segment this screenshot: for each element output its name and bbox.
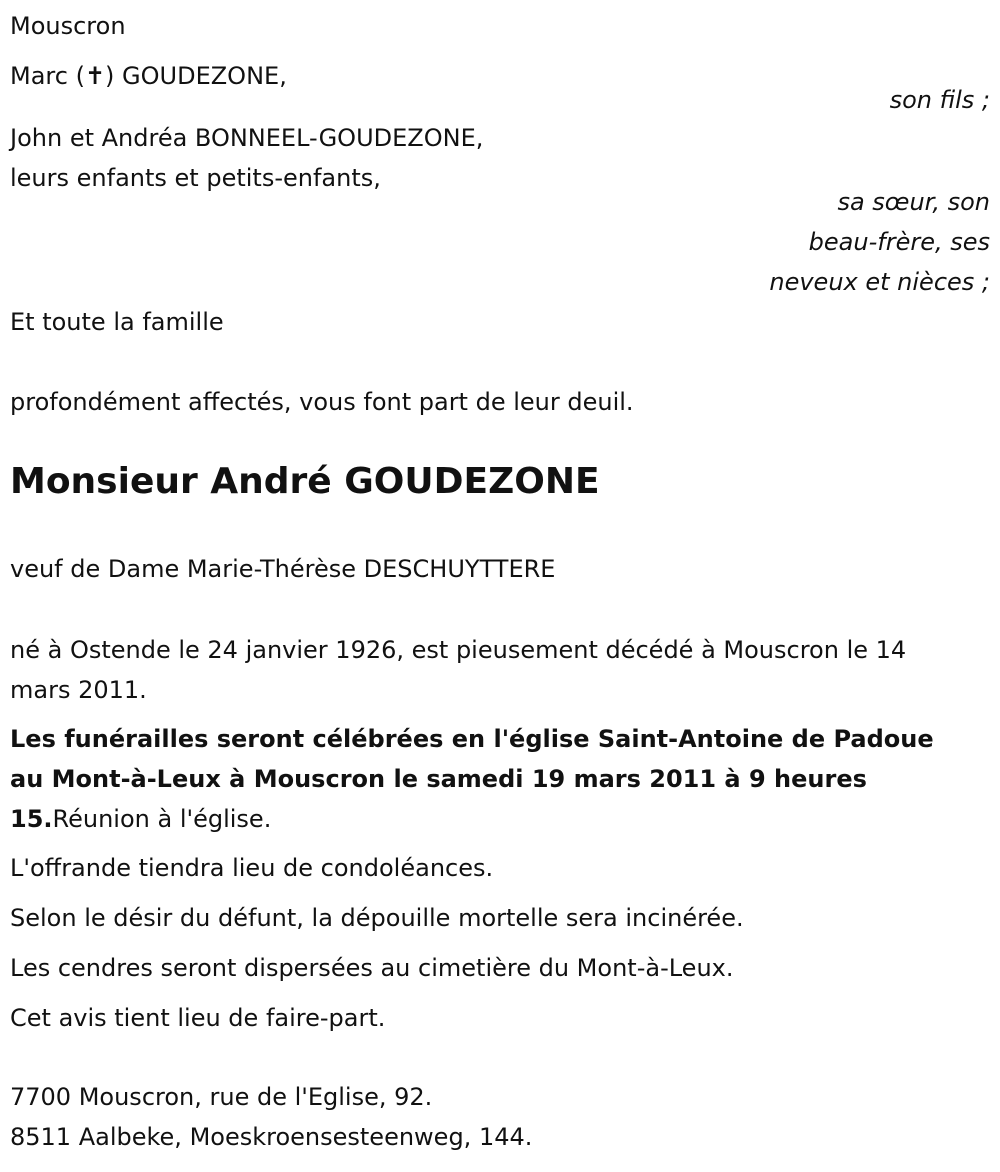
widower-of: veuf de Dame Marie-Thérèse DESCHUYTTERE [10,555,556,583]
note-cremation: Selon le désir du défunt, la dépouille mortelle sera incinérée. [10,904,744,932]
announcement-text: profondément affectés, vous font part de leur deuil. [10,388,634,416]
son-name: Marc (✝) GOUDEZONE, [10,62,287,90]
note-ashes: Les cendres seront dispersées au cimetière du Mont-à-Leux. [10,954,734,982]
funeral-line-3 [10,807,271,831]
funeral-time-end: 15. [10,805,53,833]
son-role: son fils ; [889,86,990,114]
birth-death-line-1: né à Ostende le 24 janvier 1926, est pieusement décédé à Mouscron le 14 [10,636,907,664]
gathering-note: Réunion à l'église. [52,805,272,833]
sister-role-line-1: sa sœur, son [837,188,990,216]
sister-descendants: leurs enfants et petits-enfants, [10,164,381,192]
note-offering: L'offrande tiendra lieu de condoléances. [10,854,494,882]
funeral-line-2: au Mont-à-Leux à Mouscron le samedi 19 mars 2011 à 9 heures [10,765,867,793]
whole-family: Et toute la famille [10,308,224,336]
address-aalbeke: 8511 Aalbeke, Moeskroensesteenweg, 144. [10,1123,533,1151]
deceased-name: Monsieur André GOUDEZONE [10,461,600,502]
note-notice: Cet avis tient lieu de faire-part. [10,1004,386,1032]
sister-names: John et Andréa BONNEEL-GOUDEZONE, [10,124,484,152]
funeral-line-1: Les funérailles seront célébrées en l'église Saint-Antoine de Padoue [10,725,934,753]
sister-role-line-2: beau-frère, ses [808,228,990,256]
town-name: Mouscron [10,12,126,40]
sister-role-line-3: neveux et nièces ; [769,268,990,296]
birth-death-line-2: mars 2011. [10,676,147,704]
address-mouscron: 7700 Mouscron, rue de l'Eglise, 92. [10,1083,433,1111]
